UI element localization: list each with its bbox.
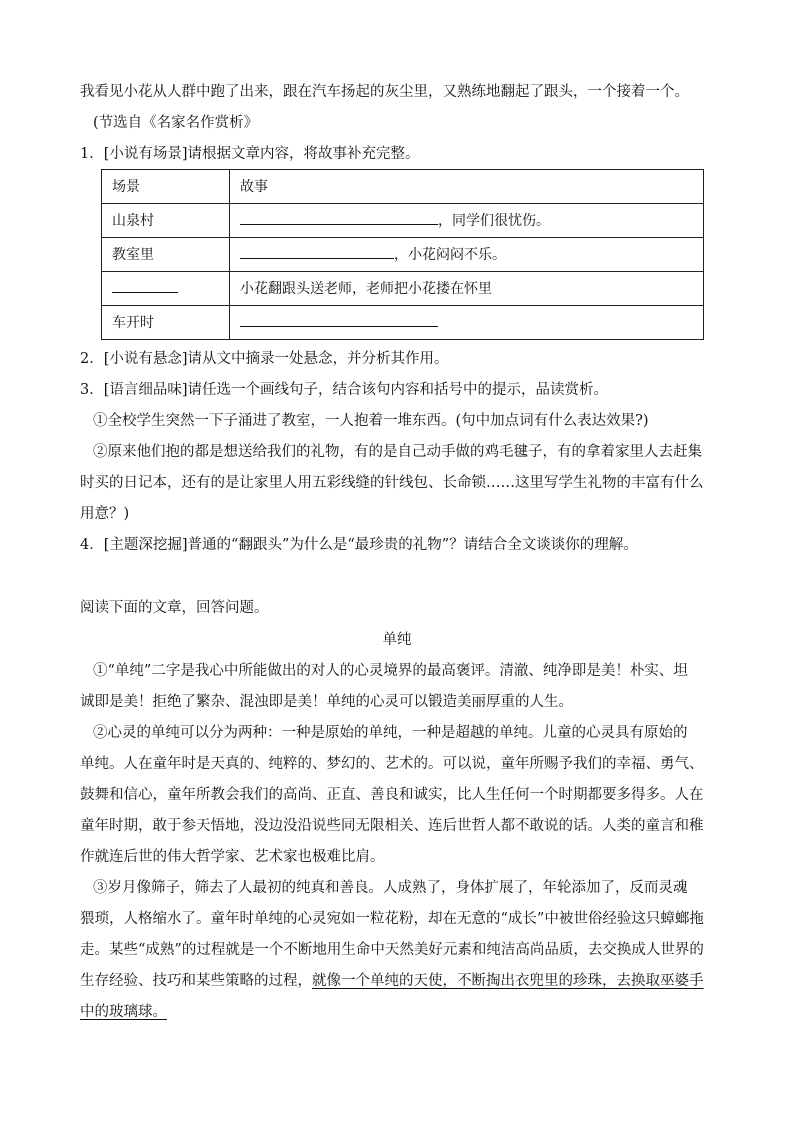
question-3-item-2-line-2: 时买的日记本，还有的是让家里人用五彩线缝的针线包、长命锁……这里写学生礼物的丰富有什么 xyxy=(80,475,704,491)
paragraph-2-line-1: ②心灵的单纯可以分为两种：一种是原始的单纯，一种是超越的单纯。儿童的心灵具有原始的 xyxy=(93,725,688,741)
question-3-item-2-line-1: ②原来他们抱的都是想送给我们的礼物，有的是自己动手做的鸡毛毽子，有的拿着家里人去赶集 xyxy=(93,444,702,460)
question-3: 3．[语言细品味]请任选一个画线句子，结合该句内容和括号中的提示，品读赏析。 xyxy=(80,382,609,398)
paragraph-2-line-2: 单纯。人在童年时是天真的、纯粹的、梦幻的、艺术的。可以说，童年所赐予我们的幸福、勇气、 xyxy=(80,756,704,772)
table-cell-scene: 车开时 xyxy=(102,306,230,340)
table-row xyxy=(102,272,704,306)
table-row xyxy=(102,204,704,238)
cell-text: ，同学们很忧伤。 xyxy=(438,213,550,229)
article-title: 单纯 xyxy=(382,632,412,648)
question-3-item-1: ①全校学生突然一下子涌进了教室，一人抱着一堆东西。(句中加点词有什么表达效果?) xyxy=(93,413,649,429)
paragraph-3-line-3: 走。某些“成熟”的过程就是一个不断地用生命中天然美好元素和纯洁高尚品质，去交换成人世界的 xyxy=(80,942,704,958)
table-cell-scene: 教室里 xyxy=(102,238,230,272)
paragraph-1-line-2: 诚即是美！拒绝了繁杂、混浊即是美！单纯的心灵可以锻造美丽厚重的人生。 xyxy=(80,694,573,710)
paragraph-2-line-5: 作就连后世的伟大哲学家、艺术家也极难比肩。 xyxy=(80,849,385,865)
question-4: 4．[主题深挖掘]普通的“翻跟头”为什么是“最珍贵的礼物”？请结合全文谈谈你的理解。 xyxy=(80,537,638,553)
question-2: 2．[小说有悬念]请从文中摘录一处悬念，并分析其作用。 xyxy=(80,351,449,367)
paragraph-3-line-4 xyxy=(80,971,716,991)
underlined-sentence: 就像一个单纯的天使，不断掏出衣兜里的珍珠，去换取巫婆手 xyxy=(312,973,704,989)
table-header-scene: 场景 xyxy=(102,170,230,204)
table-cell-scene xyxy=(102,272,230,306)
scene-story-table xyxy=(101,169,704,340)
table-header-story: 故事 xyxy=(230,170,704,204)
table-row xyxy=(102,306,704,340)
question-3-item-2-line-3: 用意？) xyxy=(80,506,130,522)
paragraph-1-line-1: ①“单纯”二字是我心中所能做出的对人的心灵境界的最高褒评。清澈、纯净即是美！朴实、坦 xyxy=(93,663,688,679)
story-source: (节选自《名家名作赏析》 xyxy=(93,115,259,131)
table-cell-story xyxy=(230,238,704,272)
paragraph-2-line-3: 鼓舞和信心，童年所教会我们的高尚、正直、善良和诚实，比人生任何一个时期都要多得多。人在 xyxy=(80,787,704,803)
table-cell-story: 小花翻跟头送老师，老师把小花搂在怀里 xyxy=(230,272,704,306)
reading-intro: 阅读下面的文章，回答问题。 xyxy=(80,600,269,616)
table-row xyxy=(102,238,704,272)
cell-text: ，小花闷闷不乐。 xyxy=(394,247,506,263)
table-cell-scene: 山泉村 xyxy=(102,204,230,238)
paragraph-2-line-4: 童年时期，敢于参天悟地，没边没沿说些同无限相关、连后世哲人都不敢说的话。人类的童言和稚 xyxy=(80,818,704,834)
underlined-sentence-end: 中的玻璃球。 xyxy=(80,1004,167,1020)
answer-blank[interactable] xyxy=(240,244,394,259)
paragraph-3-text: 生存经验、技巧和某些策略的过程， xyxy=(80,973,312,989)
table-cell-story xyxy=(230,306,704,340)
paragraph-3-line-1: ③岁月像筛子，筛去了人最初的纯真和善良。人成熟了，身体扩展了，年轮添加了，反而灵魂 xyxy=(93,880,688,896)
table-header-row xyxy=(102,170,704,204)
question-1: 1．[小说有场景]请根据文章内容，将故事补充完整。 xyxy=(80,146,420,162)
paragraph-3-line-2: 猥琐，人格缩水了。童年时单纯的心灵宛如一粒花粉，却在无意的“成长”中被世俗经验这只蟑螂拖 xyxy=(80,911,704,927)
answer-blank[interactable] xyxy=(240,210,438,225)
answer-blank[interactable] xyxy=(240,312,438,327)
answer-blank[interactable] xyxy=(112,278,178,293)
story-closing-line: 我看见小花从人群中跑了出来，跟在汽车扬起的灰尘里，又熟练地翻起了跟头，一个接着一个。 xyxy=(80,84,689,100)
table-cell-story xyxy=(230,204,704,238)
